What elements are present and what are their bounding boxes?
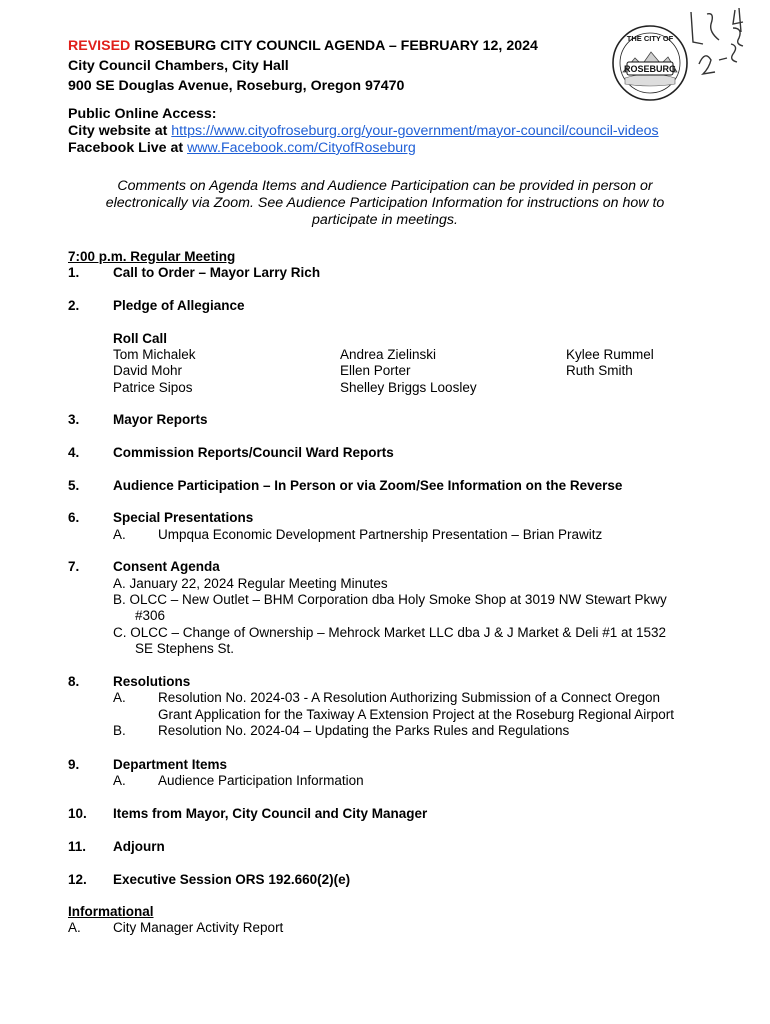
- meeting-heading: 7:00 p.m. Regular Meeting: [68, 249, 236, 264]
- seal-name-text: ROSEBURG: [623, 64, 677, 74]
- item-label: Items from Mayor, City Council and City Manager: [113, 806, 428, 821]
- item-number: 3.: [68, 412, 80, 427]
- item-label: Department Items: [113, 757, 228, 772]
- informational-heading: Informational: [68, 904, 154, 919]
- council-member: Ruth Smith: [566, 363, 633, 379]
- council-member: Andrea Zielinski: [340, 347, 437, 362]
- item-number: 4.: [68, 445, 80, 460]
- consent-item-text: A. January 22, 2024 Regular Meeting Minutes: [113, 576, 388, 591]
- item-label: Executive Session ORS 192.660(2)(e): [113, 872, 351, 887]
- sub-item-letter: A.: [68, 920, 81, 935]
- sub-item-letter: A.: [113, 690, 126, 705]
- seal-top-text: THE CITY OF: [626, 34, 674, 43]
- item-number: 9.: [68, 757, 80, 772]
- sub-item-text: Umpqua Economic Development Partnership Presentation – Brian Prawitz: [158, 527, 603, 542]
- item-label: Resolutions: [113, 674, 191, 689]
- consent-item-text: SE Stephens St.: [135, 641, 235, 656]
- public-access-heading: Public Online Access:: [68, 106, 217, 122]
- public-access-block: [68, 106, 659, 157]
- item-label: Mayor Reports: [113, 412, 208, 427]
- roll-call-column-1: [113, 347, 196, 396]
- sub-item-letter: A.: [113, 773, 126, 788]
- item-label: Adjourn: [113, 839, 165, 854]
- council-member: Kylee Rummel: [566, 347, 654, 362]
- consent-item-text: C. OLCC – Change of Ownership – Mehrock Market LLC dba J & J Market & Deli #1 at 1532: [113, 625, 667, 640]
- item-label: Special Presentations: [113, 510, 254, 525]
- item-number: 10.: [68, 806, 87, 821]
- informational-heading-row: [68, 904, 154, 920]
- handwritten-signature: [681, 2, 747, 98]
- comments-line-2: electronically via Zoom. See Audience Participation Information for instructions on how to: [105, 195, 665, 211]
- consent-item-text: B. OLCC – New Outlet – BHM Corporation dba Holy Smoke Shop at 3019 NW Stewart Pkwy: [113, 592, 667, 607]
- comments-line-3: participate in meetings.: [312, 212, 458, 228]
- item-number: 11.: [68, 839, 87, 854]
- facebook-line: [68, 140, 659, 157]
- address-line: 900 SE Douglas Avenue, Roseburg, Oregon 97470: [68, 78, 405, 94]
- roll-call-column-2: [340, 347, 477, 396]
- consent-item-text: #306: [135, 608, 166, 623]
- sub-item-text: Resolution No. 2024-03 - A Resolution Authorizing Submission of a Connect Oregon: [158, 690, 661, 705]
- location-line: City Council Chambers, City Hall: [68, 58, 289, 74]
- council-member: Patrice Sipos: [113, 379, 193, 395]
- item-number: 5.: [68, 478, 80, 493]
- item-number: 12.: [68, 872, 87, 887]
- revised-label: REVISED: [68, 38, 131, 54]
- item-number: 2.: [68, 298, 80, 313]
- item-number: 1.: [68, 265, 80, 280]
- comments-note: [68, 178, 702, 229]
- website-line: [68, 123, 659, 140]
- item-label: Audience Participation – In Person or via Zoom/See Information on the Reverse: [113, 478, 623, 493]
- item-number: 6.: [68, 510, 80, 525]
- website-link[interactable]: https://www.cityofroseburg.org/your-government/mayor-council/council-videos: [171, 123, 659, 139]
- facebook-link[interactable]: www.Facebook.com/CityofRoseburg: [187, 140, 416, 156]
- sub-item-text: Audience Participation Information: [158, 773, 364, 788]
- council-member: Shelley Briggs Loosley: [340, 379, 477, 395]
- roll-call-heading: Roll Call: [113, 331, 168, 346]
- council-member: Ellen Porter: [340, 363, 411, 379]
- item-number: 7.: [68, 559, 80, 574]
- item-number: 8.: [68, 674, 80, 689]
- item-label: Call to Order – Mayor Larry Rich: [113, 265, 321, 280]
- comments-line-1: Comments on Agenda Items and Audience Participation can be provided in person or: [117, 178, 653, 194]
- agenda-header: [68, 36, 538, 96]
- sub-item-text: Grant Application for the Taxiway A Extension Project at the Roseburg Regional Airport: [158, 707, 675, 722]
- council-member: David Mohr: [113, 363, 183, 379]
- roll-call-column-3: [566, 347, 654, 380]
- item-label: Consent Agenda: [113, 559, 220, 574]
- item-label: Commission Reports/Council Ward Reports: [113, 445, 394, 460]
- council-member: Tom Michalek: [113, 347, 196, 362]
- sub-item-letter: B.: [113, 723, 126, 738]
- city-seal-logo: [611, 24, 689, 102]
- facebook-label: Facebook Live at: [68, 140, 188, 156]
- item-label: Pledge of Allegiance: [113, 298, 245, 313]
- meeting-heading-row: [68, 249, 235, 265]
- sub-item-text: City Manager Activity Report: [113, 920, 284, 935]
- agenda-title: [68, 36, 538, 56]
- sub-item-text: Resolution No. 2024-04 – Updating the Parks Rules and Regulations: [158, 723, 570, 738]
- website-label: City website at: [68, 123, 172, 139]
- title-text: ROSEBURG CITY COUNCIL AGENDA – FEBRUARY 12, 2024: [130, 38, 538, 54]
- sub-item-letter: A.: [113, 527, 126, 542]
